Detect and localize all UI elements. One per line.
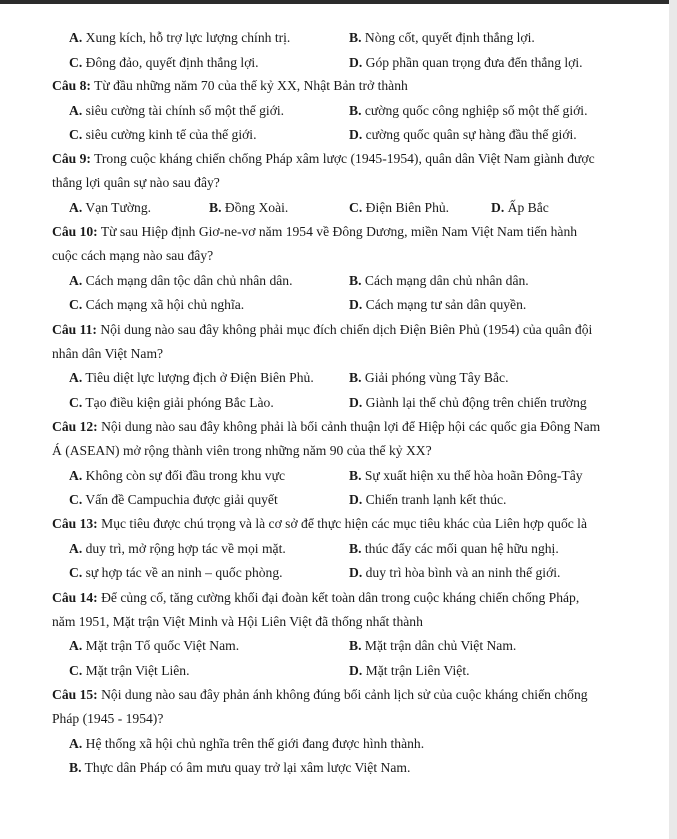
option-d: D. Mặt trận Liên Việt. (349, 663, 470, 678)
option-b: B. Cách mạng dân chủ nhân dân. (349, 273, 529, 288)
question-12-continued: Á (ASEAN) mở rộng thành viên trong những năm 90 của thế kỷ XX? (52, 443, 432, 458)
option-c: C. Tạo điều kiện giải phóng Bắc Lào. (69, 395, 274, 410)
question-8: Câu 8: Từ đầu những năm 70 của thế kỷ XX, Nhật Bản trở thành (52, 78, 408, 93)
question-11-continued: nhân dân Việt Nam? (52, 346, 164, 361)
option-b: B. Đồng Xoài. (209, 200, 289, 215)
question-10: Câu 10: Từ sau Hiệp định Giơ-ne-vơ năm 1954 về Đông Dương, miền Nam Việt Nam tiến hành (52, 224, 578, 239)
option-b: B. Giải phóng vùng Tây Bắc. (349, 370, 509, 385)
question-15: Câu 15: Nội dung nào sau đây phản ánh không đúng bối cảnh lịch sử của cuộc kháng chiến chống (52, 687, 588, 702)
option-d: D. Góp phần quan trọng đưa đến thắng lợi. (349, 55, 583, 70)
question-9-continued: thắng lợi quân sự nào sau đây? (52, 175, 220, 190)
option-a: A. Tiêu diệt lực lượng địch ở Điện Biên Phủ. (69, 370, 314, 385)
option-a: A. duy trì, mở rộng hợp tác về mọi mặt. (69, 541, 286, 556)
option-d: D. Chiến tranh lạnh kết thúc. (349, 492, 507, 507)
option-b: B. Thực dân Pháp có âm mưu quay trở lại xâm lược Việt Nam. (69, 760, 411, 775)
question-9: Câu 9: Trong cuộc kháng chiến chống Pháp xâm lược (1945-1954), quân dân Việt Nam giành được (52, 151, 595, 166)
question-15-continued: Pháp (1945 - 1954)? (52, 711, 164, 726)
option-d: D. cường quốc quân sự hàng đầu thế giới. (349, 127, 577, 142)
option-c: C. Vấn đề Campuchia được giải quyết (69, 492, 278, 507)
option-b: B. Nòng cốt, quyết định thắng lợi. (349, 30, 535, 45)
option-a: A. Hệ thống xã hội chủ nghĩa trên thế giới đang được hình thành. (69, 736, 425, 751)
question-14: Câu 14: Để củng cố, tăng cường khối đại đoàn kết toàn dân trong cuộc kháng chiến chống Pháp, (52, 590, 580, 605)
question-10-continued: cuộc cách mạng nào sau đây? (52, 248, 214, 263)
question-13: Câu 13: Mục tiêu được chú trọng và là cơ sở để thực hiện các mục tiêu khác của Liên hợp quốc là (52, 516, 587, 531)
option-d: D. Ấp Bắc (491, 200, 549, 215)
option-a: A. Không còn sự đối đầu trong khu vực (69, 468, 285, 483)
option-d: D. Giành lại thế chủ động trên chiến trường (349, 395, 587, 410)
right-margin-strip (669, 0, 677, 839)
option-a: A. Cách mạng dân tộc dân chủ nhân dân. (69, 273, 293, 288)
question-14-continued: năm 1951, Mặt trận Việt Minh và Hội Liên Việt đã thống nhất thành (52, 614, 423, 629)
option-a: A. Xung kích, hỗ trợ lực lượng chính trị. (69, 30, 291, 45)
option-c: C. Cách mạng xã hội chủ nghĩa. (69, 297, 245, 312)
option-c: C. Đông đảo, quyết định thắng lợi. (69, 55, 259, 70)
option-a: A. Mặt trận Tổ quốc Việt Nam. (69, 638, 240, 653)
option-c: C. Điện Biên Phủ. (349, 200, 450, 215)
option-d: D. duy trì hòa bình và an ninh thế giới. (349, 565, 561, 580)
option-b: B. Mặt trận dân chủ Việt Nam. (349, 638, 517, 653)
question-12: Câu 12: Nội dung nào sau đây không phải là bối cảnh thuận lợi để Hiệp hội các quốc gia Đông Nam (52, 419, 601, 434)
option-b: B. Sự xuất hiện xu thế hòa hoãn Đông-Tây (349, 468, 583, 483)
option-c: C. Mặt trận Việt Liên. (69, 663, 190, 678)
option-a: A. Vạn Tường. (69, 200, 152, 215)
option-d: D. Cách mạng tư sản dân quyền. (349, 297, 527, 312)
option-b: B. thúc đẩy các mối quan hệ hữu nghị. (349, 541, 559, 556)
option-c: C. siêu cường kinh tế của thế giới. (69, 127, 257, 142)
option-c: C. sự hợp tác về an ninh – quốc phòng. (69, 565, 283, 580)
question-11: Câu 11: Nội dung nào sau đây không phải mục đích chiến dịch Điện Biên Phủ (1954) của quân đội (52, 322, 593, 337)
option-a: A. siêu cường tài chính số một thế giới. (69, 103, 285, 118)
option-b: B. cường quốc công nghiệp số một thế giới. (349, 103, 588, 118)
